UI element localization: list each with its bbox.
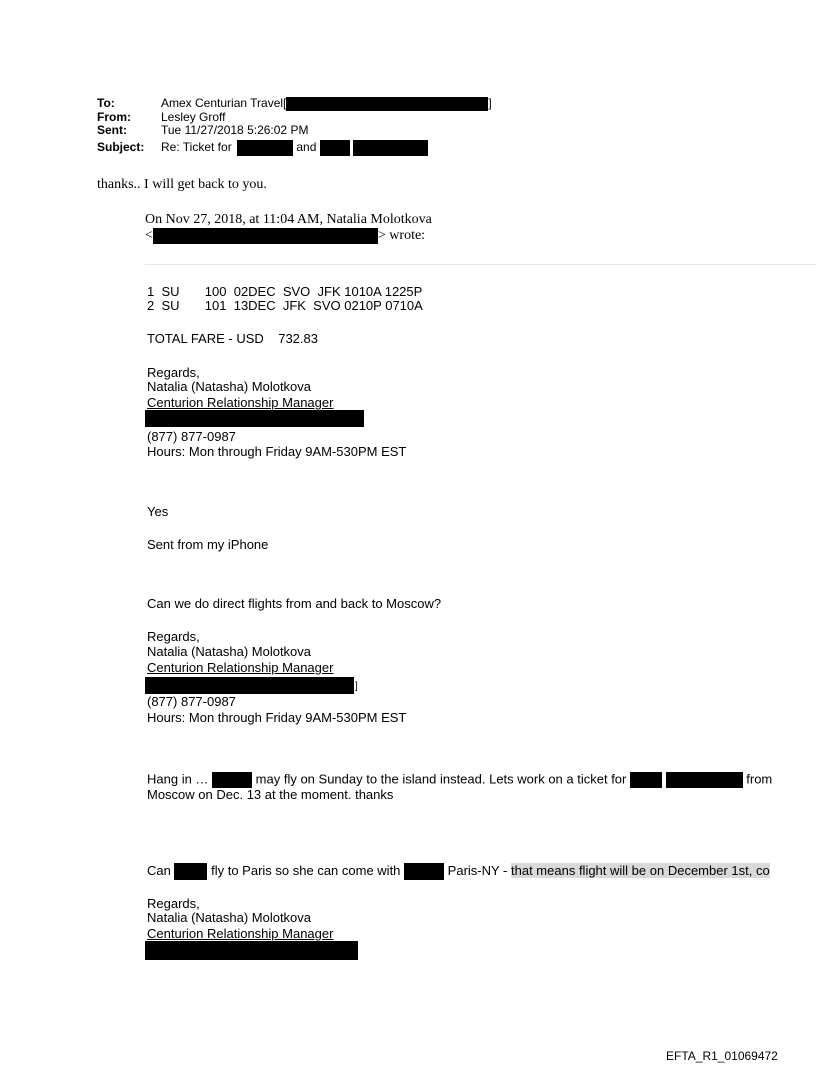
- header-subject: [97, 140, 428, 156]
- sig-regards: Regards,: [147, 629, 200, 644]
- question-text: Can we do direct flights from and back to Moscow?: [147, 596, 442, 611]
- sig-phone: (877) 877-0987: [147, 429, 236, 444]
- subject-prefix: Re: Ticket for: [161, 140, 232, 155]
- redaction: [153, 228, 378, 244]
- total-fare: TOTAL FARE - USD 732.83: [147, 331, 318, 346]
- itinerary-line: 1 SU 100 02DEC SVO JFK 1010A 1225P: [147, 284, 423, 299]
- paris-a: Can: [147, 862, 171, 878]
- redaction: [145, 677, 354, 694]
- quote-intro-line1: On Nov 27, 2018, at 11:04 AM, Natalia Molotkova: [145, 212, 432, 227]
- document-id: EFTA_R1_01069472: [666, 1049, 778, 1063]
- sig-name: Natalia (Natasha) Molotkova: [147, 644, 312, 659]
- to-value: Amex Centurian Travel[: [161, 96, 287, 111]
- sig-regards: Regards,: [147, 896, 200, 911]
- header-sent: [97, 124, 308, 136]
- to-close: ]: [488, 96, 492, 111]
- redaction: [404, 863, 444, 880]
- sig-hours: Hours: Mon through Friday 9AM-530PM EST: [147, 710, 407, 725]
- hang-in-line2: Moscow on Dec. 13 at the moment. thanks: [147, 787, 394, 802]
- hang-in-line1: [147, 772, 772, 788]
- quote-divider: [145, 264, 816, 265]
- sig-title: Centurion Relationship Manager: [147, 926, 334, 941]
- redaction: [212, 772, 252, 788]
- sent-from-text: Sent from my iPhone: [147, 537, 269, 552]
- from-label: From:: [97, 110, 131, 124]
- redaction: [174, 863, 207, 880]
- redaction: [353, 140, 428, 156]
- from-value: Lesley Groff: [161, 110, 226, 124]
- header-from: [97, 111, 225, 123]
- redaction: [320, 140, 350, 156]
- hang-in-a: Hang in …: [147, 771, 209, 787]
- sent-value: Tue 11/27/2018 5:26:02 PM: [161, 123, 309, 137]
- bracket: ]: [355, 681, 358, 692]
- redaction: [666, 772, 743, 788]
- itinerary-line: 2 SU 101 13DEC JFK SVO 0210P 0710A: [147, 298, 423, 313]
- redaction: [237, 140, 293, 156]
- sig-title: Centurion Relationship Manager: [147, 660, 334, 675]
- sig-title: Centurion Relationship Manager: [147, 395, 334, 410]
- sig-hours: Hours: Mon through Friday 9AM-530PM EST: [147, 444, 407, 459]
- sig-name: Natalia (Natasha) Molotkova: [147, 379, 312, 394]
- to-label: To:: [97, 96, 115, 111]
- lt: <: [145, 228, 153, 244]
- hang-in-b: may fly on Sunday to the island instead. Lets work on a ticket for: [255, 771, 627, 787]
- wrote: > wrote:: [377, 228, 426, 244]
- sent-label: Sent:: [97, 123, 127, 137]
- sig-regards: Regards,: [147, 365, 200, 380]
- paris-highlight: that means flight will be on December 1st, co: [511, 862, 770, 878]
- subject-label: Subject:: [97, 140, 145, 155]
- redaction: [145, 941, 358, 960]
- paris-c: Paris-NY -: [447, 862, 508, 878]
- redaction: [286, 97, 488, 111]
- sig-name: Natalia (Natasha) Molotkova: [147, 910, 312, 925]
- quote-intro-line2: [145, 228, 425, 244]
- paris-line: [147, 863, 770, 880]
- redaction: [145, 410, 364, 427]
- paris-b: fly to Paris so she can come with: [211, 862, 401, 878]
- subject-and: and: [296, 140, 317, 155]
- redaction: [630, 772, 662, 788]
- yes-text: Yes: [147, 504, 169, 519]
- sig-phone: (877) 877-0987: [147, 694, 236, 709]
- hang-in-c: from: [746, 771, 773, 787]
- reply-text: thanks.. I will get back to you.: [97, 177, 267, 192]
- header-to: [97, 97, 492, 111]
